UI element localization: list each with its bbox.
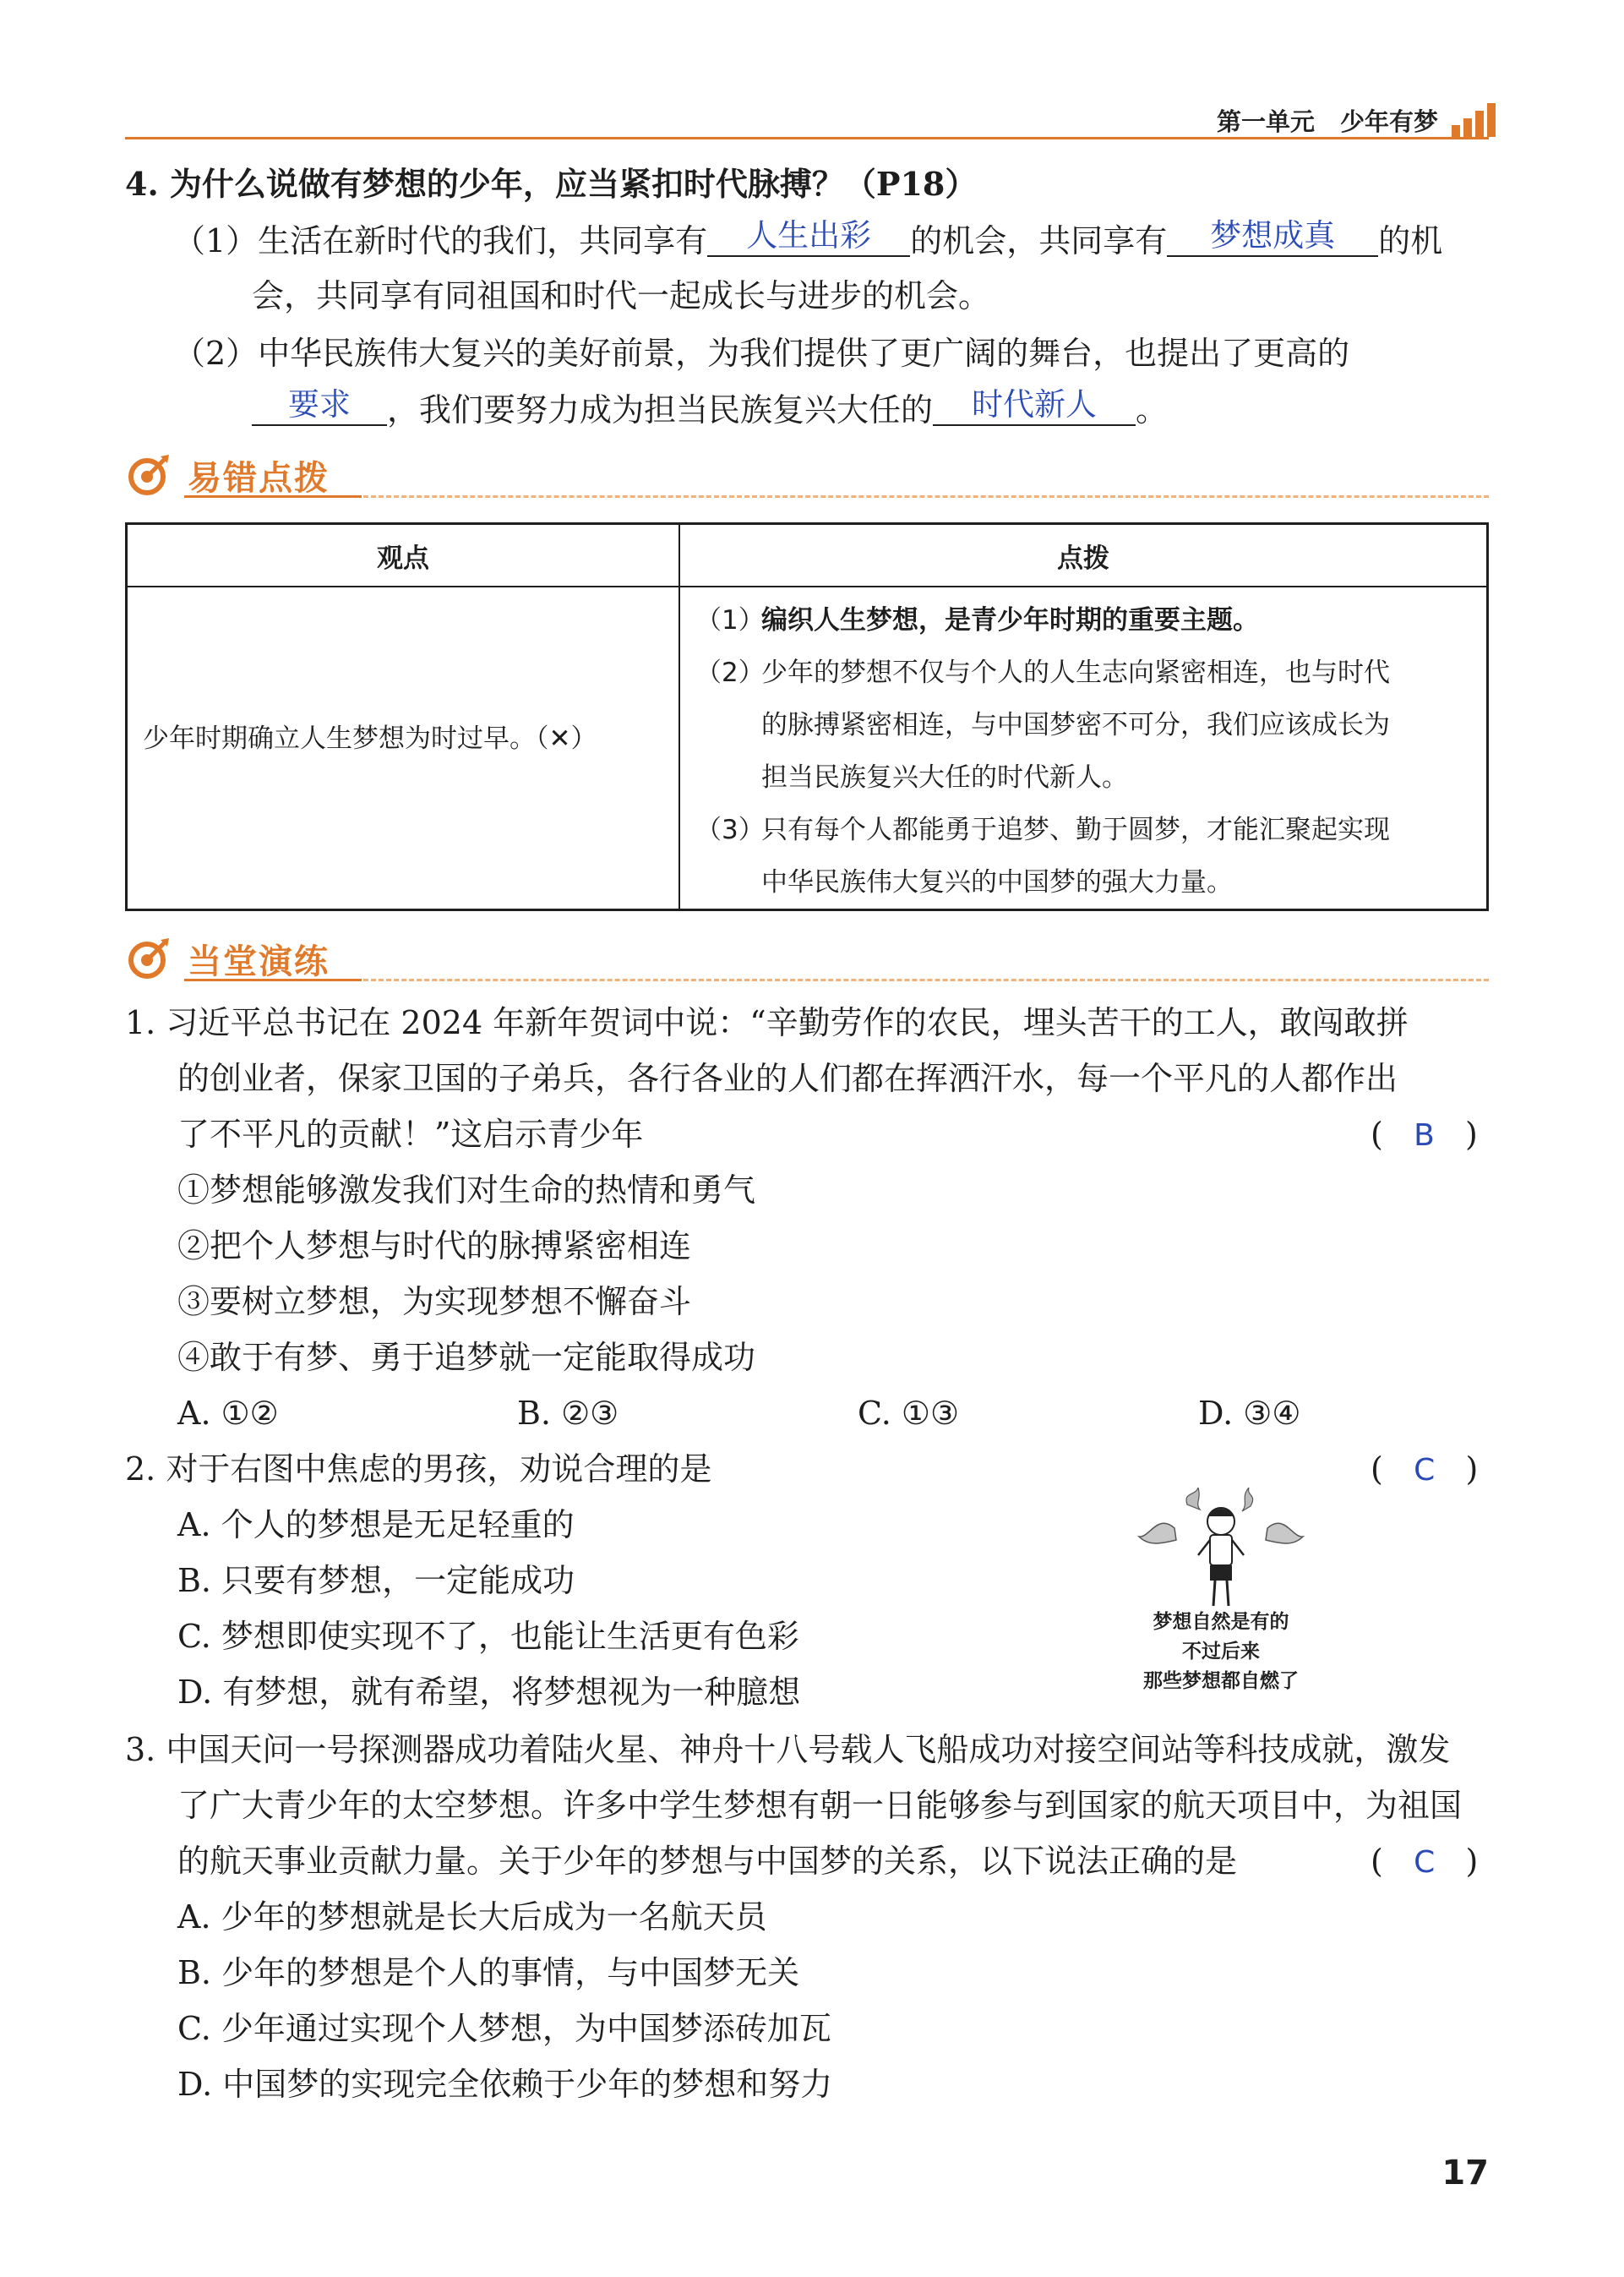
q1-item: ②把个人梦想与时代的脉搏紧密相连: [177, 1227, 692, 1264]
q3-stem-line: 3. 中国天问一号探测器成功着陆火星、神舟十八号载人飞船成功对接空间站等科技成就，激发: [125, 1731, 1451, 1768]
table-header-viewpoint: 观点: [377, 543, 429, 574]
unit-label: 第一单元: [1216, 107, 1315, 136]
anxious-boy-illustration: [1124, 1488, 1318, 1623]
tip-line: 只有每个人都能勇于追梦、勤于圆梦，才能汇聚起实现: [761, 815, 1390, 845]
q4-blank-4: 时代新人: [933, 389, 1136, 426]
unit-title: 少年有梦: [1339, 107, 1438, 136]
tip-line: 担当民族复兴大任的时代新人。: [761, 762, 1128, 793]
q1-answer-paren: ( B ): [1371, 1116, 1478, 1153]
q3-answer: C: [1414, 1845, 1436, 1880]
table-viewpoint: 少年时期确立人生梦想为时过早。（✕）: [143, 724, 597, 754]
q3-stem-line: 的航天事业贡献力量。关于少年的梦想与中国梦的关系，以下说法正确的是: [177, 1843, 1238, 1880]
q4-stem: 4. 为什么说做有梦想的少年，应当紧扣时代脉搏？（P18）: [125, 165, 978, 203]
page-number: 17: [1441, 2154, 1489, 2192]
q1-option-d: D. ③④: [1198, 1395, 1301, 1432]
tip-line: 的脉搏紧密相连，与中国梦密不可分，我们应该成长为: [761, 710, 1390, 740]
q4-blank-2: 梦想成真: [1167, 220, 1378, 257]
table-header-tips: 点拨: [1057, 543, 1109, 574]
tip-number: （1）: [695, 605, 765, 636]
q2-option: C. 梦想即使实现不了，也能让生活更有色彩: [177, 1618, 799, 1655]
q2-stem: 2. 对于右图中焦虑的男孩，劝说合理的是: [125, 1450, 712, 1488]
section-underline: [184, 979, 362, 981]
tip-line: 中华民族伟大复兴的中国梦的强大力量。: [761, 867, 1233, 898]
tip-line: 少年的梦想不仅与个人的人生志向紧密相连，也与时代: [761, 658, 1390, 688]
q1-item: ④敢于有梦、勇于追梦就一定能取得成功: [177, 1339, 756, 1376]
tip-number: （2）: [695, 658, 765, 688]
tips-table: [125, 522, 1489, 911]
header-rule: [125, 137, 1489, 139]
q4-blank-1: 人生出彩: [707, 220, 910, 257]
q1-item: ③要树立梦想，为实现梦想不懈奋斗: [177, 1283, 692, 1320]
section-underline: [184, 495, 362, 498]
q4-blank-3: 要求: [252, 389, 387, 426]
q1-option-c: C. ①③: [858, 1395, 960, 1432]
section-title-mistakes: 易错点拨: [188, 459, 330, 498]
q3-option: C. 少年通过实现个人梦想，为中国梦添砖加瓦: [177, 2010, 831, 2047]
q3-option: B. 少年的梦想是个人的事情，与中国梦无关: [177, 1954, 800, 1991]
target-icon: [127, 935, 172, 980]
q1-stem-line: 了不平凡的贡献！”这启示青少年: [177, 1116, 644, 1153]
tip-number: （3）: [695, 815, 765, 845]
section-title-practice: 当堂演练: [188, 942, 330, 981]
q3-stem-line: 了广大青少年的太空梦想。许多中学生梦想有朝一日能够参与到国家的航天项目中，为祖国: [177, 1787, 1463, 1824]
q2-option: D. 有梦想，就有希望，将梦想视为一种臆想: [177, 1674, 801, 1711]
q1-stem-line: 1. 习近平总书记在 2024 年新年贺词中说：“辛勤劳作的农民，埋头苦干的工人，敢闯敢拼: [125, 1004, 1409, 1041]
tip-line: 编织人生梦想，是青少年时期的重要主题。: [761, 605, 1259, 636]
q4-part1-line2: 会，共同享有同祖国和时代一起成长与进步的机会。: [252, 277, 991, 314]
q3-option: D. 中国梦的实现完全依赖于少年的梦想和努力: [177, 2066, 833, 2103]
q2-answer: C: [1414, 1453, 1436, 1488]
page-header: [1217, 103, 1438, 138]
target-icon: [127, 451, 172, 497]
q1-option-a: A. ①②: [177, 1395, 279, 1432]
illustration-caption: 梦想自然是有的 不过后来 那些梦想都自燃了: [1143, 1611, 1299, 1692]
section-dashed-rule: [363, 495, 1489, 498]
q2-option: B. 只要有梦想，一定能成功: [177, 1562, 575, 1599]
q3-answer-paren: ( C ): [1371, 1843, 1479, 1880]
q1-stem-line: 的创业者，保家卫国的子弟兵，各行各业的人们都在挥洒汗水，每一个平凡的人都作出: [177, 1060, 1398, 1097]
q1-item: ①梦想能够激发我们对生命的热情和勇气: [177, 1171, 756, 1209]
q3-option: A. 少年的梦想就是长大后成为一名航天员: [177, 1898, 767, 1936]
q4-part2-line1: （2）中华民族伟大复兴的美好前景，为我们提供了更广阔的舞台，也提出了更高的: [173, 335, 1350, 372]
q4-part2-line2: 要求 ，我们要努力成为担当民族复兴大任的 时代新人 。: [252, 389, 1168, 430]
signal-bars-icon: [1452, 101, 1502, 137]
q4-part1-line1: （1）生活在新时代的我们，共同享有 人生出彩 的机会，共同享有 梦想成真 的机: [173, 217, 1443, 259]
q2-answer-paren: ( C ): [1371, 1450, 1479, 1488]
q1-option-b: B. ②③: [517, 1395, 619, 1432]
q1-answer: B: [1414, 1118, 1435, 1153]
section-dashed-rule: [363, 979, 1489, 981]
q2-option: A. 个人的梦想是无足轻重的: [177, 1506, 575, 1543]
